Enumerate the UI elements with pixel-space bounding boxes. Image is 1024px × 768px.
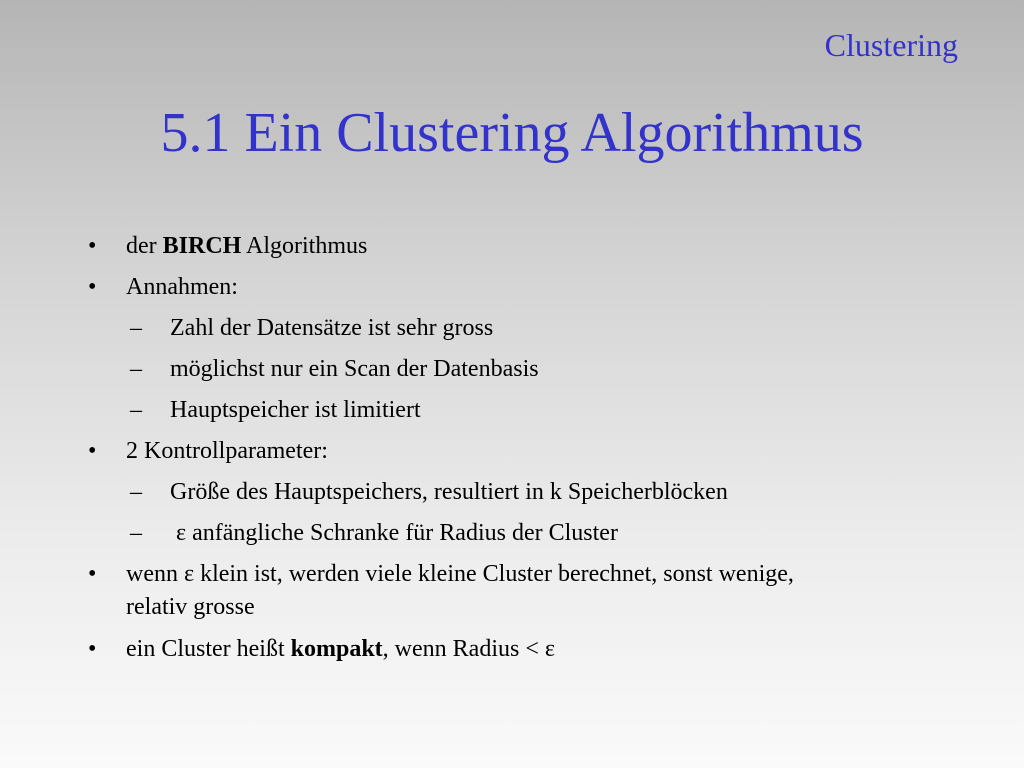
- bullet-text: Annahmen:: [126, 274, 238, 300]
- bullet-icon: •: [88, 233, 97, 259]
- sub-item-text: Zahl der Datensätze ist sehr gross: [170, 315, 494, 341]
- bullet-text: 2 Kontrollparameter:: [126, 438, 328, 464]
- dash-icon: –: [130, 397, 142, 423]
- sub-item-text: Größe des Hauptspeichers, resultiert in k Speicherblöcken: [170, 479, 728, 505]
- section-label: Clustering: [824, 27, 958, 63]
- bullet-text: der BIRCH Algorithmus: [126, 233, 368, 259]
- bullet-text-line2: relativ grosse: [126, 594, 255, 620]
- bullet-text-line1: wenn ε klein ist, werden viele kleine Cluster berechnet, sonst wenige,: [126, 561, 794, 587]
- dash-icon: –: [130, 315, 142, 341]
- dash-icon: –: [130, 520, 142, 546]
- bullet-icon: •: [88, 636, 97, 662]
- bullet-icon: •: [88, 561, 97, 587]
- bullet-text: ein Cluster heißt kompakt, wenn Radius < ε: [126, 636, 555, 662]
- sub-item-text: Hauptspeicher ist limitiert: [170, 397, 421, 423]
- sub-item-text: möglichst nur ein Scan der Datenbasis: [170, 356, 539, 382]
- bullet-icon: •: [88, 438, 97, 464]
- dash-icon: –: [130, 356, 142, 382]
- bullet-icon: •: [88, 274, 97, 300]
- sub-item-text: ε anfängliche Schranke für Radius der Cluster: [170, 520, 618, 546]
- slide-title: 5.1 Ein Clustering Algorithmus: [160, 102, 864, 164]
- dash-icon: –: [130, 479, 142, 505]
